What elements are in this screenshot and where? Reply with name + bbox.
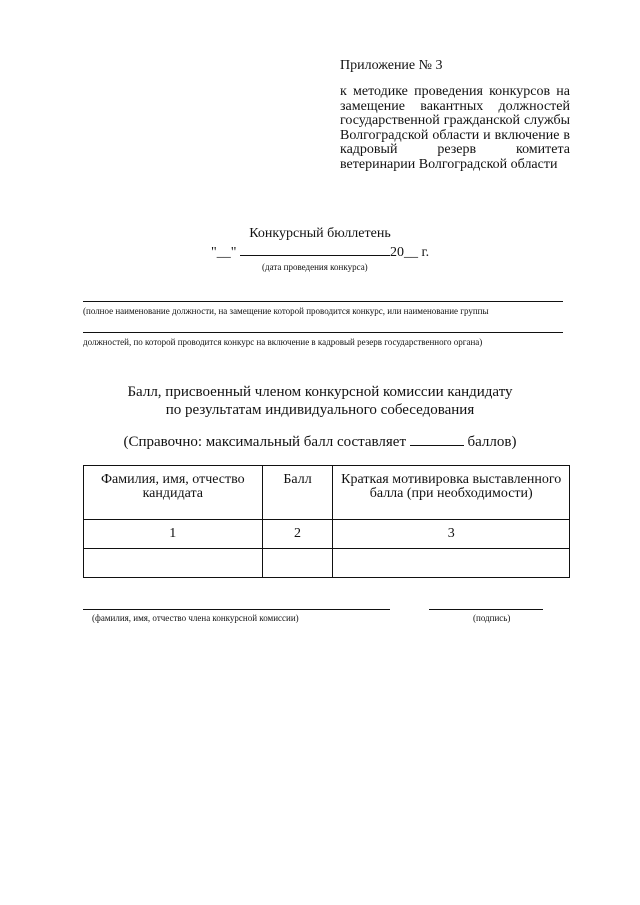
header-motivation: Краткая мотивировка выставленного балла (при необходимости)	[333, 466, 570, 520]
score-table	[83, 465, 570, 578]
position-caption-2: должностей, по которой проводится конкурс на включение в кадровый резерв государственного органа)	[83, 337, 483, 347]
position-line-1	[83, 301, 563, 302]
note-suffix: баллов)	[467, 434, 517, 450]
table-row	[84, 549, 570, 578]
appendix-title: Приложение № 3	[340, 58, 443, 73]
column-number-1: 1	[84, 520, 263, 549]
signature-line	[429, 609, 543, 610]
date-day-prefix: "__"	[211, 245, 237, 260]
header-score: Балл	[262, 466, 333, 520]
table-number-row	[84, 520, 570, 549]
member-name-caption: (фамилия, имя, отчество члена конкурсной комиссии)	[92, 613, 299, 623]
appendix-description: к методике проведения конкурсов на замещение вакантных должностей государственной гражданской службы Волгоградской области и включение в кадровый резерв комитета ветеринарии Волгоградской области	[340, 84, 570, 172]
date-year-suffix: 20__ г.	[389, 245, 430, 260]
heading-line-2: по результатам индивидуального собеседования	[165, 402, 475, 418]
date-blank	[240, 243, 390, 256]
table-header-row	[84, 466, 570, 520]
motivation-cell	[333, 549, 570, 578]
max-score-note	[0, 432, 640, 451]
column-number-2: 2	[262, 520, 333, 549]
ballot-title: Конкурсный бюллетень	[249, 226, 391, 241]
score-cell	[262, 549, 333, 578]
note-prefix: (Справочно: максимальный балл составляет	[123, 434, 407, 450]
position-caption-1: (полное наименование должности, на замещение которой проводится конкурс, или наименование группы	[83, 306, 489, 316]
column-number-3: 3	[333, 520, 570, 549]
position-line-2	[83, 332, 563, 333]
date-line	[211, 243, 429, 261]
signature-caption: (подпись)	[473, 613, 511, 623]
max-score-blank	[410, 432, 464, 446]
header-candidate-name: Фамилия, имя, отчество кандидата	[84, 466, 263, 520]
member-name-line	[83, 609, 390, 610]
candidate-name-cell	[84, 549, 263, 578]
date-caption: (дата проведения конкурса)	[262, 262, 368, 272]
heading-line-1: Балл, присвоенный членом конкурсной комиссии кандидату	[127, 384, 513, 400]
